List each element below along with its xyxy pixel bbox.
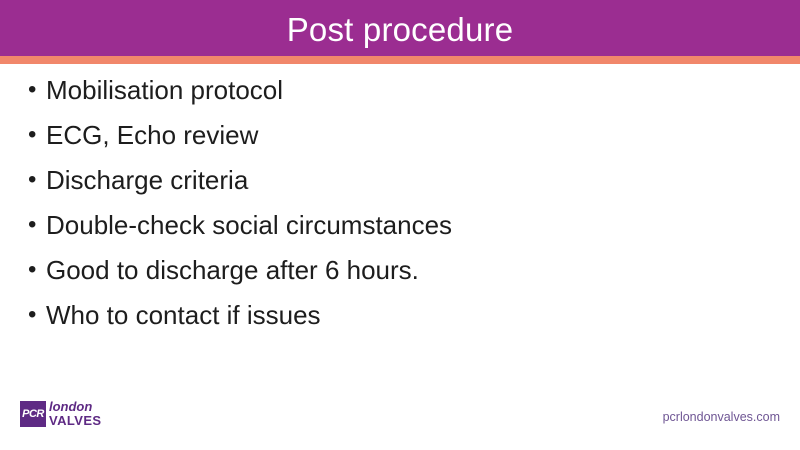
bullet-icon: • <box>28 255 37 283</box>
list-item <box>0 248 800 293</box>
pcr-london-valves-logo <box>20 400 101 427</box>
list-item <box>0 158 800 203</box>
bullet-text: Who to contact if issues <box>46 300 321 330</box>
logo-acronym: PCR <box>22 407 44 420</box>
slide-footer <box>0 399 800 450</box>
bullet-text: ECG, Echo review <box>46 120 259 150</box>
logo-valves-text: VALVES <box>49 413 102 428</box>
slide-body <box>0 68 800 338</box>
bullet-icon: • <box>28 165 37 193</box>
accent-divider <box>0 56 800 64</box>
logo-london-text: london <box>49 399 93 414</box>
page-title: Post procedure <box>286 10 514 48</box>
bullet-text: Good to discharge after 6 hours. <box>46 255 419 285</box>
bullet-list <box>0 68 800 338</box>
bullet-text: Discharge criteria <box>46 165 249 195</box>
list-item <box>0 203 800 248</box>
website-url: pcrlondonvalves.com <box>662 410 780 424</box>
slide-header <box>0 0 800 56</box>
pcr-logo-icon <box>20 401 46 427</box>
logo-wordmark <box>49 400 101 427</box>
bullet-icon: • <box>28 300 37 328</box>
list-item <box>0 68 800 113</box>
bullet-icon: • <box>28 120 37 148</box>
bullet-text: Double-check social circumstances <box>46 210 453 240</box>
list-item <box>0 113 800 158</box>
bullet-icon: • <box>28 210 37 238</box>
list-item <box>0 293 800 338</box>
bullet-text: Mobilisation protocol <box>46 75 284 105</box>
bullet-icon: • <box>28 75 37 103</box>
